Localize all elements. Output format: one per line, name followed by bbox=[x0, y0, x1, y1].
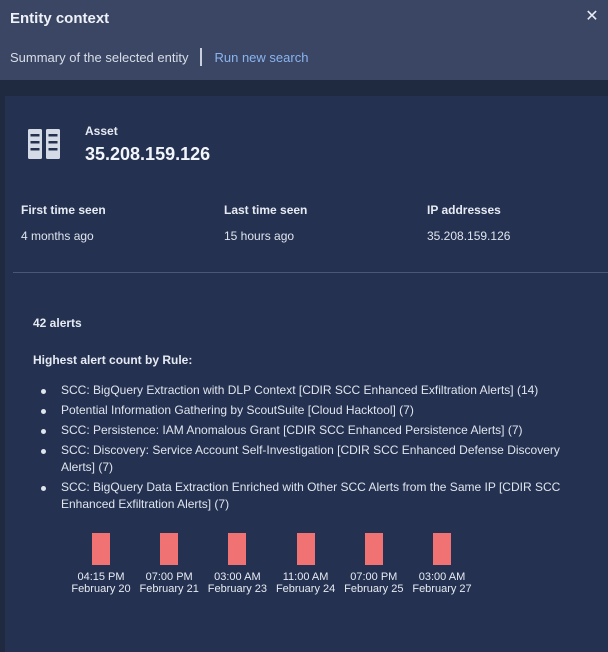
ip-addresses-value: 35.208.159.126 bbox=[427, 229, 511, 243]
chart-bar[interactable] bbox=[365, 533, 383, 565]
server-icon bbox=[27, 128, 61, 165]
chart-tick-label: 03:00 AM February 27 bbox=[412, 571, 472, 595]
subtitle: Summary of the selected entity bbox=[10, 49, 189, 65]
chart-tick-label: 04:15 PM February 20 bbox=[71, 571, 131, 595]
chart-bar[interactable] bbox=[297, 533, 315, 565]
entity-context-header bbox=[0, 0, 608, 80]
list-item: SCC: BigQuery Extraction with DLP Context [CDIR SCC Enhanced Exfiltration Alerts] (14) bbox=[41, 382, 596, 399]
chart-tick-label: 07:00 PM February 21 bbox=[139, 571, 199, 595]
ip-addresses-label: IP addresses bbox=[427, 203, 501, 217]
chart-bar[interactable] bbox=[92, 533, 110, 565]
chart-tick-label: 11:00 AM February 24 bbox=[275, 571, 336, 595]
section-divider bbox=[13, 272, 608, 273]
alerts-count: 42 alerts bbox=[33, 316, 82, 330]
first-seen-label: First time seen bbox=[21, 203, 106, 217]
run-new-search-link[interactable]: Run new search bbox=[214, 49, 309, 65]
first-seen-value: 4 months ago bbox=[21, 229, 94, 243]
chart-tick-label: 03:00 AM February 23 bbox=[207, 571, 268, 595]
panel-title: Entity context bbox=[10, 10, 110, 27]
list-item: SCC: Persistence: IAM Anomalous Grant [CDIR SCC Enhanced Persistence Alerts] (7) bbox=[41, 422, 596, 439]
chart-bar[interactable] bbox=[160, 533, 178, 565]
close-icon[interactable]: ✕ bbox=[585, 8, 599, 25]
separator bbox=[200, 48, 202, 66]
list-item: SCC: BigQuery Data Extraction Enriched with Other SCC Alerts from the Same IP [CDIR SCC Enhanced Exfiltration Alerts] (7) bbox=[41, 479, 596, 513]
header-subbar bbox=[10, 48, 308, 66]
asset-label: Asset bbox=[85, 124, 118, 138]
asset-ip: 35.208.159.126 bbox=[85, 144, 211, 164]
entity-summary-panel bbox=[5, 96, 608, 652]
list-item: SCC: Discovery: Service Account Self-Investigation [CDIR SCC Enhanced Defense Discovery Alerts] (7) bbox=[41, 442, 596, 476]
chart-bar[interactable] bbox=[433, 533, 451, 565]
chart-tick-label: 07:00 PM February 25 bbox=[344, 571, 404, 595]
last-seen-label: Last time seen bbox=[224, 203, 308, 217]
list-item: Potential Information Gathering by ScoutSuite [Cloud Hacktool] (7) bbox=[41, 402, 596, 419]
last-seen-value: 15 hours ago bbox=[224, 229, 295, 243]
rule-list bbox=[41, 382, 596, 516]
alert-timeline-chart bbox=[5, 526, 608, 646]
rule-heading: Highest alert count by Rule: bbox=[33, 353, 193, 367]
chart-bar[interactable] bbox=[228, 533, 246, 565]
